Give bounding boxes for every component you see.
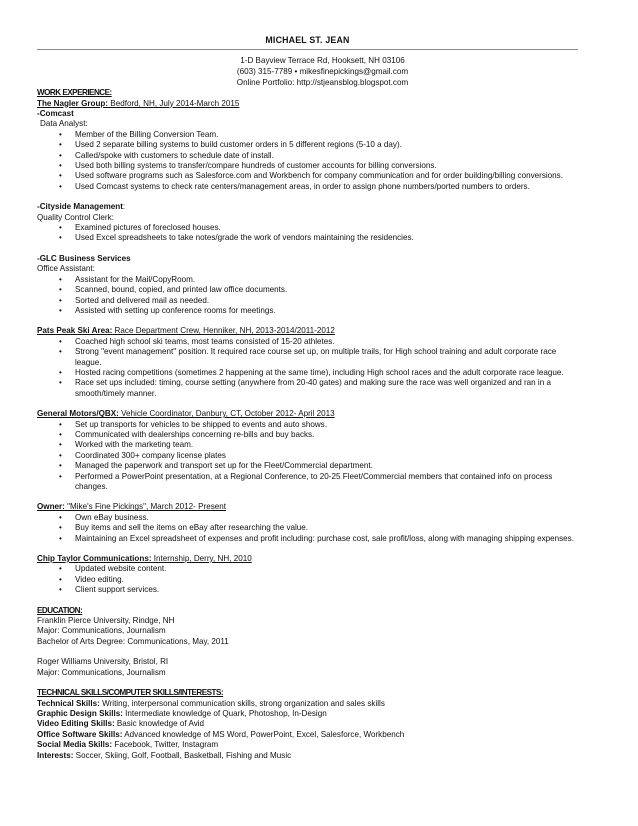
skill-interests: Interests: Soccer, Skiing, Golf, Football, Basketball, Fishing and Music: [37, 750, 292, 760]
list-item: • Own eBay business.: [59, 512, 149, 522]
list-item: • Communicated with dealerships concerning re-bills and buy backs.: [59, 429, 315, 439]
bullet-icon: •: [59, 347, 62, 357]
bullet-icon: •: [59, 129, 62, 139]
job-patspeak-header: [37, 326, 578, 336]
employer-detail: Race Department Crew, Henniker, NH, 2013-2014/2011-2012: [112, 326, 335, 336]
school-rwu-name: Roger Williams University, Bristol, RI: [37, 657, 169, 667]
job-glc-header: -GLC Business Services: [37, 253, 131, 263]
bullet-icon: •: [59, 233, 62, 243]
list-item: • Performed a PowerPoint presentation, at a Regional Conference, to 20-25 Fleet/Commercial members that contained info on process changes.: [59, 471, 553, 491]
list-item: • Updated website content.: [59, 564, 167, 574]
job-cityside-header: [37, 202, 578, 212]
list-item: • Member of the Billing Conversion Team.: [59, 129, 219, 139]
job-patspeak-duties: [37, 337, 578, 399]
bullet-icon: •: [59, 285, 62, 295]
bullet-icon: •: [59, 181, 62, 191]
bullet-icon: •: [59, 523, 62, 533]
list-item: • Worked with the marketing team.: [59, 440, 194, 450]
list-item: • Hosted racing competitions (sometimes 2 happening at the same time), including High school races and the adult corporate race league.: [59, 367, 564, 377]
bullet-icon: •: [59, 440, 62, 450]
list-item: • Strong "event management" position. It required race course set up, on multiple trails, for High school training and adult corporate race league.: [59, 347, 557, 367]
employer-detail: Bedford, NH, July 2014-March 2015: [108, 98, 240, 108]
candidate-name: MICHAEL ST. JEAN: [265, 35, 350, 45]
list-item: • Used Comcast systems to check rate centers/management areas, in order to assign phone numbers/ported numbers to orders.: [59, 181, 530, 191]
bullet-icon: •: [59, 171, 62, 181]
list-item: • Managed the paperwork and transport set up for the Fleet/Commercial department.: [59, 461, 373, 471]
skill-social-media: Social Media Skills: Facebook, Twitter, Instagram: [37, 740, 219, 750]
skill-office-software: Office Software Skills: Advanced knowledge of MS Word, PowerPoint, Excel, Salesforce, Workbench: [37, 729, 405, 739]
employer-name: The Nagler Group:: [37, 98, 109, 108]
job-nagler-duties: [37, 130, 578, 192]
bullet-icon: •: [59, 429, 62, 439]
list-item: • Called/spoke with customers to schedule date of install.: [59, 150, 274, 160]
bullet-icon: •: [59, 336, 62, 346]
employer-name: Owner:: [37, 502, 65, 512]
list-item: • Used 2 separate billing systems to build customer orders in 5 different regions (5-10 a day).: [59, 140, 402, 150]
list-item: • Race set ups included: timing, course setting (anywhere from 20-40 gates) and making sure the race was well organized and ran in a smooth/timely manner.: [59, 378, 551, 398]
list-item: • Used both billing systems to transfer/compare hundreds of customer accounts for billing conversions.: [59, 161, 437, 171]
bullet-icon: •: [59, 161, 62, 171]
bullet-icon: •: [59, 461, 62, 471]
job-cityside-role: Quality Control Clerk:: [37, 212, 114, 222]
school-franklin-name: Franklin Pierce University, Rindge, NH: [37, 616, 175, 626]
contact-phone-email: (603) 315-7789 • mikesfinepickings@gmail.com: [236, 67, 409, 76]
list-item: • Used software programs such as Salesforce.com and Workbench for company communication and for order building/billing conversions.: [59, 171, 563, 181]
list-item: • Buy items and sell the items on eBay after researching the value.: [59, 523, 309, 533]
list-item: • Scanned, bound, copied, and printed law office documents.: [59, 285, 288, 295]
list-item: • Assistant for the Mail/CopyRoom.: [59, 274, 196, 284]
list-item: • Set up transports for vehicles to be shipped to events and auto shows.: [59, 419, 327, 429]
job-nagler-role: Data Analyst:: [40, 119, 88, 129]
school-franklin-degree: Bachelor of Arts Degree: Communications, May, 2011: [37, 636, 229, 646]
bullet-icon: •: [59, 367, 62, 377]
bullet-icon: •: [59, 305, 62, 315]
bullet-icon: •: [59, 223, 62, 233]
list-item: • Assisted with setting up conference rooms for meetings.: [59, 305, 276, 315]
bullet-icon: •: [59, 295, 62, 305]
bullet-icon: •: [59, 471, 62, 481]
employer-name: -Cityside Management: [37, 202, 123, 212]
list-item: • Sorted and delivered mail as needed.: [59, 295, 210, 305]
employer-detail: Internship, Derry, NH, 2010: [151, 554, 252, 564]
list-item: • Maintaining an Excel spreadsheet of expenses and profit including: purchase cost, sale profit/loss, along with managing shipping expenses.: [59, 533, 574, 543]
bullet-icon: •: [59, 378, 62, 388]
job-chiptaylor-duties: [37, 564, 578, 595]
employer-detail: :: [122, 202, 126, 212]
list-item: • Coached high school ski teams, most teams consisted of 15-20 athletes.: [59, 336, 335, 346]
school-franklin-major: Major: Communications, Journalism: [37, 626, 166, 636]
job-nagler-header: [37, 99, 578, 109]
contact-address: 1-D Bayview Terrace Rd, Hooksett, NH 03106: [240, 56, 405, 66]
bullet-icon: •: [59, 140, 62, 150]
skill-video-editing: Video Editing Skills: Basic knowledge of Avid: [37, 719, 205, 729]
skill-graphic-design: Graphic Design Skills: Intermediate knowledge of Quark, Photoshop, In-Design: [37, 708, 327, 718]
job-gm-header: [37, 409, 578, 419]
bullet-icon: •: [59, 585, 62, 595]
bullet-icon: •: [59, 274, 62, 284]
contact-portfolio: Online Portfolio: http://stjeansblog.blogspot.com: [236, 77, 409, 87]
employer-name: General Motors/QBX:: [37, 409, 119, 419]
header-divider: [37, 49, 578, 50]
job-nagler-subcompany: -Comcast: [37, 109, 74, 118]
job-cityside-duties: [37, 223, 578, 244]
bullet-icon: •: [59, 450, 62, 460]
job-chiptaylor-header: [37, 554, 578, 564]
bullet-icon: •: [59, 533, 62, 543]
bullet-icon: •: [59, 512, 62, 522]
bullet-icon: •: [59, 564, 62, 574]
bullet-icon: •: [59, 419, 62, 429]
list-item: • Coordinated 300+ company license plates: [59, 450, 226, 460]
education-heading: EDUCATION:: [37, 605, 83, 615]
list-item: • Examined pictures of foreclosed houses.: [59, 223, 221, 233]
employer-name: Chip Taylor Communications:: [37, 554, 152, 564]
job-glc-role: Office Assistant:: [37, 264, 95, 274]
list-item: • Used Excel spreadsheets to take notes/grade the work of vendors maintaining the residencies.: [59, 233, 414, 243]
skills-heading: TECHNICAL SKILLS/COMPUTER SKILLS/INTERESTS:: [37, 688, 224, 698]
school-rwu-major: Major: Communications, Journalism: [37, 667, 166, 677]
job-owner-header: [37, 502, 578, 512]
job-glc-duties: [37, 275, 578, 317]
bullet-icon: •: [59, 574, 62, 584]
job-owner-duties: [37, 513, 578, 544]
employer-detail: "Mike's Fine Pickings", March 2012- Present: [64, 502, 227, 512]
list-item: • Client support services.: [59, 585, 160, 595]
list-item: • Video editing.: [59, 574, 124, 584]
employer-name: Pats Peak Ski Area:: [37, 326, 113, 336]
job-gm-duties: [37, 420, 578, 493]
employer-detail: Vehicle Coordinator, Danbury, CT, October 2012- April 2013: [118, 409, 335, 419]
bullet-icon: •: [59, 150, 62, 160]
work-experience-heading: WORK EXPERIENCE:: [37, 88, 112, 98]
skill-technical: Technical Skills: Writing, interpersonal communication skills, strong organization and sales skills: [37, 698, 385, 708]
